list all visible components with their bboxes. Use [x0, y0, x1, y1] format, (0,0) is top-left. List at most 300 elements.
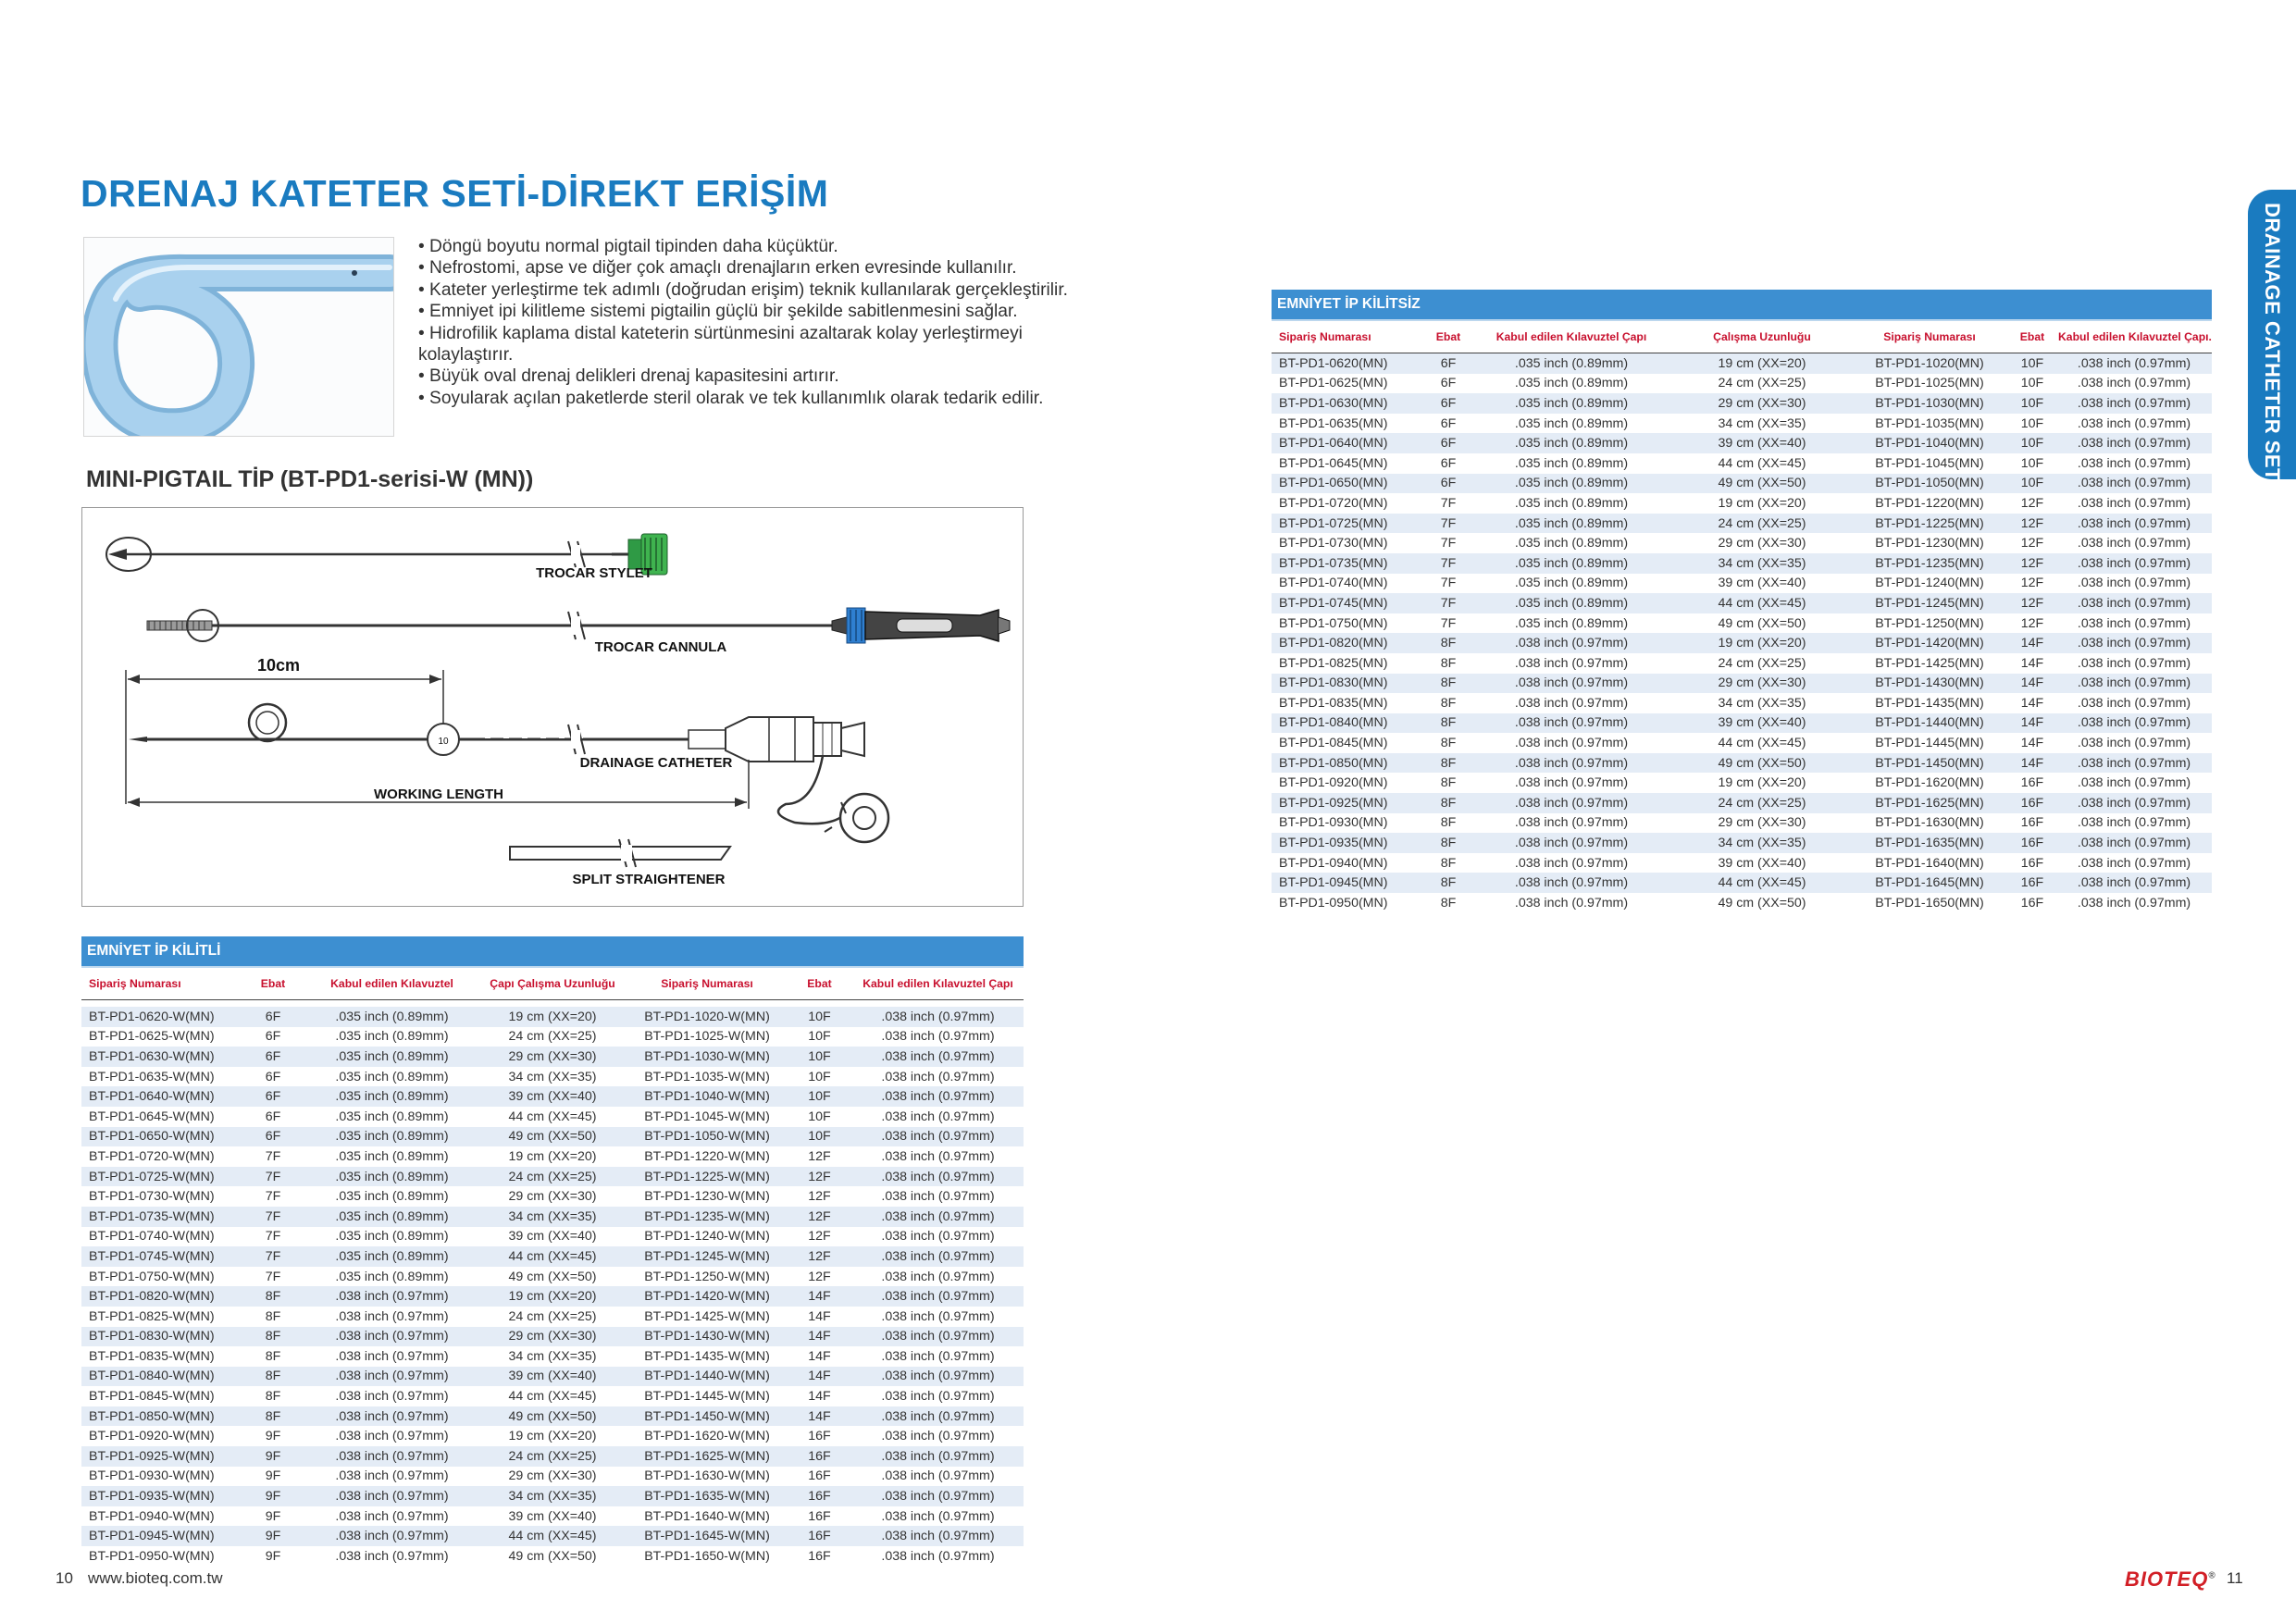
table-cell: 12F	[2020, 495, 2044, 511]
table-cell: .038 inch (0.97mm)	[881, 1429, 995, 1444]
table-cell: BT-PD1-1630-W(MN)	[644, 1468, 770, 1484]
table-cell: .035 inch (0.89mm)	[335, 1148, 449, 1164]
page-title: DRENAJ KATETER SETİ-DİREKT ERİŞİM	[81, 172, 829, 215]
table-cell: 16F	[808, 1429, 831, 1444]
table-cell: .038 inch (0.97mm)	[852, 1246, 1024, 1267]
side-tab-label: DRAINAGE CATHETER SET	[2261, 203, 2284, 481]
table-cell: 12F	[2008, 593, 2056, 613]
table-cell: 8F	[1440, 855, 1457, 871]
table-cell: .038 inch (0.97mm)	[2056, 393, 2212, 414]
table-row	[1272, 514, 2212, 534]
table-cell: .038 inch (0.97mm)	[852, 1406, 1024, 1427]
table-cell: BT-PD1-0645(MN)	[1279, 455, 1388, 471]
table-cell: 34 cm (XX=35)	[1673, 833, 1851, 853]
table-cell: 9F	[240, 1526, 306, 1546]
table-cell: .035 inch (0.89mm)	[1514, 376, 1629, 391]
table-cell: 14F	[2008, 753, 2056, 774]
table-cell: 14F	[2008, 633, 2056, 653]
table-cell: .038 inch (0.97mm)	[852, 1446, 1024, 1467]
table-cell: 10F	[2020, 455, 2044, 471]
table-cell: .035 inch (0.89mm)	[1470, 393, 1673, 414]
table-cell: .038 inch (0.97mm)	[852, 1367, 1024, 1387]
table-cell: .038 inch (0.97mm)	[335, 1548, 449, 1564]
table-cell: .035 inch (0.89mm)	[1470, 514, 1673, 534]
table-cell: 6F	[240, 1127, 306, 1147]
table-cell: .038 inch (0.97mm)	[881, 1308, 995, 1324]
table-cell: .035 inch (0.89mm)	[1514, 495, 1629, 511]
table-cell: .038 inch (0.97mm)	[852, 1286, 1024, 1307]
product-subtitle: MINI-PIGTAIL TİP (BT-PD1-serisi-W (MN))	[86, 466, 534, 492]
table-cell: .035 inch (0.89mm)	[1470, 433, 1673, 453]
table-row	[1272, 653, 2212, 674]
table-cell: BT-PD1-1020(MN)	[1851, 353, 2008, 374]
table-cell: 44 cm (XX=45)	[478, 1526, 627, 1546]
table-row	[1272, 533, 2212, 553]
table-cell: 16F	[808, 1468, 831, 1484]
table-cell: BT-PD1-0825-W(MN)	[89, 1308, 215, 1324]
table-cell: 14F	[808, 1389, 831, 1405]
table-cell: .038 inch (0.97mm)	[1470, 713, 1673, 734]
table-cell: 34 cm (XX=35)	[1718, 415, 1806, 431]
table-cell: .038 inch (0.97mm)	[306, 1286, 478, 1307]
table-cell: BT-PD1-0835(MN)	[1279, 695, 1388, 711]
table-cell: BT-PD1-1450(MN)	[1851, 753, 2008, 774]
table-cell: 14F	[2020, 695, 2044, 711]
table-cell: .035 inch (0.89mm)	[1470, 553, 1673, 574]
table-cell: 10F	[787, 1086, 852, 1107]
table-cell: 12F	[808, 1189, 831, 1205]
table-row	[1272, 693, 2212, 713]
table-row	[1272, 733, 2212, 753]
column-header: Çapı Çalışma Uzunluğu	[478, 967, 627, 1000]
table-cell: 12F	[787, 1207, 852, 1227]
table-cell: BT-PD1-0720-W(MN)	[89, 1148, 215, 1164]
table-cell: 44 cm (XX=45)	[508, 1109, 597, 1124]
table-row	[81, 1446, 1024, 1467]
table-cell: 10F	[808, 1069, 831, 1084]
table-cell: .038 inch (0.97mm)	[852, 1127, 1024, 1147]
table-cell: BT-PD1-1640(MN)	[1875, 855, 1984, 871]
table-cell: .035 inch (0.89mm)	[306, 1007, 478, 1027]
table-cell: BT-PD1-0650-W(MN)	[81, 1127, 240, 1147]
table-cell: BT-PD1-1040(MN)	[1851, 433, 2008, 453]
table-cell: BT-PD1-1045-W(MN)	[644, 1109, 770, 1124]
table-row	[1272, 414, 2212, 434]
table-cell: 7F	[1440, 536, 1457, 551]
table-cell: 12F	[2020, 576, 2044, 591]
table-cell: 8F	[1440, 895, 1457, 911]
table-row	[81, 1227, 1024, 1247]
table-cell: BT-PD1-0625(MN)	[1279, 376, 1388, 391]
table-row	[1272, 713, 2212, 734]
table-cell: 10F	[808, 1029, 831, 1045]
table-row	[81, 1307, 1024, 1327]
table-cell: BT-PD1-1450-W(MN)	[627, 1406, 787, 1427]
table-cell: .035 inch (0.89mm)	[335, 1069, 449, 1084]
bioteq-logo	[2125, 1567, 2216, 1592]
table-cell: BT-PD1-0730-W(MN)	[89, 1189, 215, 1205]
table-cell: .038 inch (0.97mm)	[2056, 793, 2212, 813]
table-cell: .038 inch (0.97mm)	[2056, 353, 2212, 374]
table-cell: 39 cm (XX=40)	[1718, 576, 1806, 591]
table-cell: 6F	[1427, 393, 1470, 414]
table-cell: 12F	[2008, 514, 2056, 534]
table-row	[1272, 793, 2212, 813]
table-cell: BT-PD1-0630-W(MN)	[81, 1047, 240, 1067]
table-row	[81, 1127, 1024, 1147]
table-row	[1272, 474, 2212, 494]
table-cell: 34 cm (XX=35)	[508, 1069, 597, 1084]
table-cell: .038 inch (0.97mm)	[2056, 633, 2212, 653]
table-row	[81, 1327, 1024, 1347]
table-cell: .038 inch (0.97mm)	[2077, 495, 2191, 511]
table-cell: BT-PD1-1250-W(MN)	[644, 1269, 770, 1284]
table-row	[81, 1546, 1024, 1567]
table-cell: BT-PD1-0735(MN)	[1272, 553, 1427, 574]
table-cell: .035 inch (0.89mm)	[1514, 536, 1629, 551]
table-cell: BT-PD1-1240(MN)	[1875, 576, 1984, 591]
table-cell: .038 inch (0.97mm)	[2077, 655, 2191, 671]
table-cell: BT-PD1-0625-W(MN)	[89, 1029, 215, 1045]
table-cell: .038 inch (0.97mm)	[852, 1526, 1024, 1546]
table-cell: 19 cm (XX=20)	[478, 1007, 627, 1027]
table-cell: 39 cm (XX=40)	[508, 1508, 597, 1524]
drainage-catheter-drawing	[129, 704, 888, 842]
table-cell: BT-PD1-1225(MN)	[1851, 514, 2008, 534]
table-cell: BT-PD1-0745(MN)	[1272, 593, 1427, 613]
table-cell: BT-PD1-0930(MN)	[1279, 815, 1388, 831]
table-row	[81, 1406, 1024, 1427]
table-cell: .038 inch (0.97mm)	[852, 1486, 1024, 1506]
table-row	[1272, 553, 2212, 574]
table-cell: 8F	[1427, 833, 1470, 853]
table-cell: BT-PD1-0945(MN)	[1272, 873, 1427, 893]
table-cell: .038 inch (0.97mm)	[1470, 753, 1673, 774]
table-cell: BT-PD1-1240-W(MN)	[644, 1229, 770, 1245]
table-cell: 8F	[265, 1389, 281, 1405]
table-cell: 44 cm (XX=45)	[508, 1389, 597, 1405]
table-cell: .038 inch (0.97mm)	[335, 1348, 449, 1364]
table-cell: .038 inch (0.97mm)	[306, 1446, 478, 1467]
table-cell: BT-PD1-1620(MN)	[1875, 775, 1984, 791]
table-cell: .035 inch (0.89mm)	[306, 1207, 478, 1227]
table-cell: BT-PD1-0950-W(MN)	[89, 1548, 215, 1564]
table-cell: .038 inch (0.97mm)	[306, 1486, 478, 1506]
table-cell: BT-PD1-1020-W(MN)	[627, 1007, 787, 1027]
table-cell: 14F	[2020, 655, 2044, 671]
table-cell: 10F	[808, 1109, 831, 1124]
column-header: Ebat	[1427, 320, 1470, 353]
table-cell: 10F	[2008, 433, 2056, 453]
table-cell: .038 inch (0.97mm)	[1514, 655, 1629, 671]
table-cell: 49 cm (XX=50)	[478, 1406, 627, 1427]
table-cell: 8F	[1427, 873, 1470, 893]
table-cell: .038 inch (0.97mm)	[2077, 775, 2191, 791]
table-row	[1272, 393, 2212, 414]
table-cell: 6F	[265, 1029, 281, 1045]
table-cell: 44 cm (XX=45)	[1673, 873, 1851, 893]
table-cell: BT-PD1-1435-W(MN)	[644, 1348, 770, 1364]
table-cell: .038 inch (0.97mm)	[881, 1348, 995, 1364]
table-cell: 6F	[1440, 415, 1457, 431]
table-cell: 16F	[2020, 775, 2044, 791]
table-cell: BT-PD1-1050-W(MN)	[627, 1127, 787, 1147]
table-cell: 6F	[1440, 376, 1457, 391]
table-cell: .038 inch (0.97mm)	[335, 1468, 449, 1484]
table-cell: 16F	[2020, 815, 2044, 831]
table-cell: .038 inch (0.97mm)	[852, 1086, 1024, 1107]
table-cell: BT-PD1-0640-W(MN)	[81, 1086, 240, 1107]
table-cell: 19 cm (XX=20)	[478, 1286, 627, 1307]
table-cell: 8F	[240, 1367, 306, 1387]
table-cell: BT-PD1-1025-W(MN)	[644, 1029, 770, 1045]
table-cell: BT-PD1-1050(MN)	[1851, 474, 2008, 494]
column-header: Ebat	[2008, 320, 2056, 353]
table-cell: 9F	[265, 1468, 281, 1484]
table-row	[81, 1367, 1024, 1387]
table-cell: 7F	[1427, 553, 1470, 574]
table-cell: .038 inch (0.97mm)	[2077, 455, 2191, 471]
table-cell: .038 inch (0.97mm)	[1514, 815, 1629, 831]
table-cell: 6F	[240, 1047, 306, 1067]
table-cell: BT-PD1-1025(MN)	[1875, 376, 1984, 391]
diagram-drawing	[82, 508, 1023, 906]
table-row	[81, 1186, 1024, 1207]
table-cell: 29 cm (XX=30)	[478, 1047, 627, 1067]
table-row	[81, 1107, 1024, 1127]
table-row	[1272, 493, 2212, 514]
table-cell: 29 cm (XX=30)	[1673, 393, 1851, 414]
table-cell: BT-PD1-0840(MN)	[1272, 713, 1427, 734]
table-cell: 39 cm (XX=40)	[1673, 433, 1851, 453]
table-cell: .038 inch (0.97mm)	[2077, 576, 2191, 591]
table-cell: .038 inch (0.97mm)	[1514, 736, 1629, 751]
table-row	[1272, 574, 2212, 594]
table-cell: .038 inch (0.97mm)	[2056, 873, 2212, 893]
table-cell: 34 cm (XX=35)	[1718, 695, 1806, 711]
table-cell: .038 inch (0.97mm)	[2077, 536, 2191, 551]
table-cell: 39 cm (XX=40)	[508, 1229, 597, 1245]
table-cell: 19 cm (XX=20)	[1718, 775, 1806, 791]
table-cell: BT-PD1-0725-W(MN)	[81, 1167, 240, 1187]
table-cell: 10F	[2020, 376, 2044, 391]
table-cell: BT-PD1-1635-W(MN)	[627, 1486, 787, 1506]
table-cell: BT-PD1-0750-W(MN)	[89, 1269, 215, 1284]
label-drainage-catheter: DRAINAGE CATHETER	[579, 755, 733, 771]
table-cell: 24 cm (XX=25)	[478, 1167, 627, 1187]
table-cell: BT-PD1-1625(MN)	[1851, 793, 2008, 813]
table-cell: 7F	[1427, 514, 1470, 534]
label-working-length: WORKING LENGTH	[374, 787, 503, 802]
column-header: Sipariş Numarası	[1272, 320, 1427, 353]
table-cell: 12F	[787, 1246, 852, 1267]
table-cell: 44 cm (XX=45)	[478, 1246, 627, 1267]
table-cell: .038 inch (0.97mm)	[2077, 895, 2191, 911]
table-cell: .038 inch (0.97mm)	[881, 1508, 995, 1524]
table-cell: BT-PD1-0725(MN)	[1272, 514, 1427, 534]
table-cell: 7F	[265, 1229, 281, 1245]
table-cell: 10F	[2020, 415, 2044, 431]
table-cell: 10F	[2008, 474, 2056, 494]
label-trocar-stylet: TROCAR STYLET	[536, 565, 652, 581]
table-cell: BT-PD1-0740-W(MN)	[89, 1229, 215, 1245]
table-cell: .035 inch (0.89mm)	[1470, 593, 1673, 613]
table-cell: 14F	[2008, 713, 2056, 734]
table-row	[81, 1426, 1024, 1446]
table-row	[81, 1067, 1024, 1087]
table-cell: 8F	[265, 1308, 281, 1324]
table-cell: .038 inch (0.97mm)	[881, 1029, 995, 1045]
table-cell: 16F	[787, 1526, 852, 1546]
label-split-straightener: SPLIT STRAIGHTENER	[572, 872, 726, 887]
table-cell: 7F	[1440, 576, 1457, 591]
table-cell: 9F	[240, 1446, 306, 1467]
table-cell: BT-PD1-1220(MN)	[1875, 495, 1984, 511]
table-cell: BT-PD1-1440(MN)	[1851, 713, 2008, 734]
table-cell: 19 cm (XX=20)	[1673, 353, 1851, 374]
table-unlocked	[1272, 290, 2212, 913]
table-row	[81, 1086, 1024, 1107]
table-cell: 8F	[240, 1327, 306, 1347]
table-cell: 12F	[808, 1229, 831, 1245]
table-cell: 7F	[1440, 615, 1457, 631]
table-row	[81, 1346, 1024, 1367]
table-cell: 6F	[240, 1007, 306, 1027]
table-cell: 6F	[240, 1086, 306, 1107]
table-cell: BT-PD1-0645-W(MN)	[89, 1109, 215, 1124]
table-cell: 34 cm (XX=35)	[478, 1207, 627, 1227]
table-row	[81, 1167, 1024, 1187]
table-cell: BT-PD1-0750(MN)	[1279, 615, 1388, 631]
feature-item: • Nefrostomi, apse ve diğer çok amaçlı drenajların erken evresinde kullanılır.	[418, 258, 1017, 279]
table-cell: .038 inch (0.97mm)	[2077, 695, 2191, 711]
table-row	[1272, 873, 2212, 893]
table-cell: 29 cm (XX=30)	[478, 1327, 627, 1347]
table-cell: 8F	[1427, 793, 1470, 813]
table-row	[1272, 753, 2212, 774]
table-row	[1272, 853, 2212, 873]
table-cell: 12F	[2008, 553, 2056, 574]
table-cell: .038 inch (0.97mm)	[852, 1047, 1024, 1067]
table-cell: BT-PD1-1445(MN)	[1875, 736, 1984, 751]
table-cell: 44 cm (XX=45)	[1673, 593, 1851, 613]
table-row	[1272, 433, 2212, 453]
table-unlocked-title: EMNİYET İP KİLİTSİZ	[1272, 290, 2212, 320]
table-cell: 49 cm (XX=50)	[1718, 615, 1806, 631]
table-row	[1272, 353, 2212, 374]
table-cell: BT-PD1-1250(MN)	[1875, 615, 1984, 631]
table-cell: 14F	[2020, 736, 2044, 751]
table-cell: BT-PD1-0850-W(MN)	[81, 1406, 240, 1427]
table-cell: .038 inch (0.97mm)	[335, 1508, 449, 1524]
table-cell: .035 inch (0.89mm)	[335, 1029, 449, 1045]
table-cell: BT-PD1-1220-W(MN)	[644, 1148, 770, 1164]
table-cell: BT-PD1-0950(MN)	[1279, 895, 1388, 911]
table-cell: 9F	[265, 1508, 281, 1524]
table-cell: .035 inch (0.89mm)	[1514, 615, 1629, 631]
table-cell: 19 cm (XX=20)	[508, 1148, 597, 1164]
table-cell: 12F	[808, 1148, 831, 1164]
table-cell: BT-PD1-1650(MN)	[1875, 895, 1984, 911]
table-cell: .038 inch (0.97mm)	[881, 1069, 995, 1084]
feature-item: • Soyularak açılan paketlerde steril olarak ve tek kullanımlık olarak tedarik edilir.	[418, 388, 1044, 408]
table-cell: 9F	[240, 1486, 306, 1506]
table-cell: 44 cm (XX=45)	[1718, 736, 1806, 751]
table-row	[81, 1007, 1024, 1027]
table-cell: .038 inch (0.97mm)	[2077, 736, 2191, 751]
table-cell: BT-PD1-1620-W(MN)	[644, 1429, 770, 1444]
column-header: Kabul edilen Kılavuztel Çapı.	[2056, 320, 2212, 353]
component-diagram	[81, 507, 1024, 907]
table-cell: 7F	[240, 1167, 306, 1187]
table-cell: .038 inch (0.97mm)	[1470, 873, 1673, 893]
table-cell: 7F	[1440, 495, 1457, 511]
table-cell: .038 inch (0.97mm)	[2056, 474, 2212, 494]
table-cell: 10F	[787, 1047, 852, 1067]
table-cell: 12F	[2020, 615, 2044, 631]
table-cell: 10F	[2008, 393, 2056, 414]
table-cell: .038 inch (0.97mm)	[881, 1389, 995, 1405]
table-cell: .038 inch (0.97mm)	[2056, 433, 2212, 453]
table-cell: BT-PD1-1230-W(MN)	[644, 1189, 770, 1205]
table-cell: .038 inch (0.97mm)	[1514, 895, 1629, 911]
table-cell: .035 inch (0.89mm)	[306, 1047, 478, 1067]
feature-item: • Hidrofilik kaplama distal kateterin sürtünmesini azaltarak kolay yerleştirmeyi kolaylaştırır.	[418, 323, 1023, 365]
table-cell: .038 inch (0.97mm)	[306, 1526, 478, 1546]
table-cell: BT-PD1-0820(MN)	[1272, 633, 1427, 653]
table-cell: .038 inch (0.97mm)	[2056, 713, 2212, 734]
table-cell: 24 cm (XX=25)	[508, 1308, 597, 1324]
table-cell: BT-PD1-1040-W(MN)	[627, 1086, 787, 1107]
table-cell: BT-PD1-0925(MN)	[1272, 793, 1427, 813]
table-cell: 14F	[787, 1286, 852, 1307]
table-cell: 14F	[808, 1308, 831, 1324]
table-cell: 49 cm (XX=50)	[508, 1548, 597, 1564]
table-cell: 9F	[265, 1429, 281, 1444]
table-cell: BT-PD1-1435(MN)	[1875, 695, 1984, 711]
dimension-10cm	[126, 670, 443, 804]
table-cell: 6F	[265, 1109, 281, 1124]
table-row	[1272, 593, 2212, 613]
table-cell: 19 cm (XX=20)	[1718, 495, 1806, 511]
table-cell: .038 inch (0.97mm)	[852, 1167, 1024, 1187]
table-cell: .038 inch (0.97mm)	[2077, 415, 2191, 431]
table-cell: BT-PD1-0930-W(MN)	[89, 1468, 215, 1484]
table-cell: BT-PD1-0835-W(MN)	[89, 1348, 215, 1364]
table-cell: .038 inch (0.97mm)	[2056, 753, 2212, 774]
table-cell: .038 inch (0.97mm)	[335, 1308, 449, 1324]
table-cell: 14F	[787, 1406, 852, 1427]
table-cell: 8F	[1440, 775, 1457, 791]
feature-list	[418, 236, 1080, 409]
table-cell: .035 inch (0.89mm)	[335, 1109, 449, 1124]
table-cell: BT-PD1-1245-W(MN)	[627, 1246, 787, 1267]
table-cell: BT-PD1-0635(MN)	[1279, 415, 1388, 431]
table-cell: 39 cm (XX=40)	[478, 1367, 627, 1387]
table-cell: .035 inch (0.89mm)	[1514, 576, 1629, 591]
table-cell: BT-PD1-0720(MN)	[1279, 495, 1388, 511]
table-cell: 34 cm (XX=35)	[478, 1486, 627, 1506]
table-cell: 7F	[240, 1246, 306, 1267]
table-cell: BT-PD1-1030(MN)	[1851, 393, 2008, 414]
table-cell: 14F	[787, 1367, 852, 1387]
table-cell: .038 inch (0.97mm)	[2077, 376, 2191, 391]
feature-item: • Emniyet ipi kilitleme sistemi pigtailin güçlü bir şekilde sabitlenmesini sağlar.	[418, 302, 1018, 322]
table-cell: 24 cm (XX=25)	[1673, 514, 1851, 534]
table-cell: .035 inch (0.89mm)	[335, 1229, 449, 1245]
table-cell: 24 cm (XX=25)	[508, 1029, 597, 1045]
website-link[interactable]: www.bioteq.com.tw	[88, 1569, 223, 1587]
